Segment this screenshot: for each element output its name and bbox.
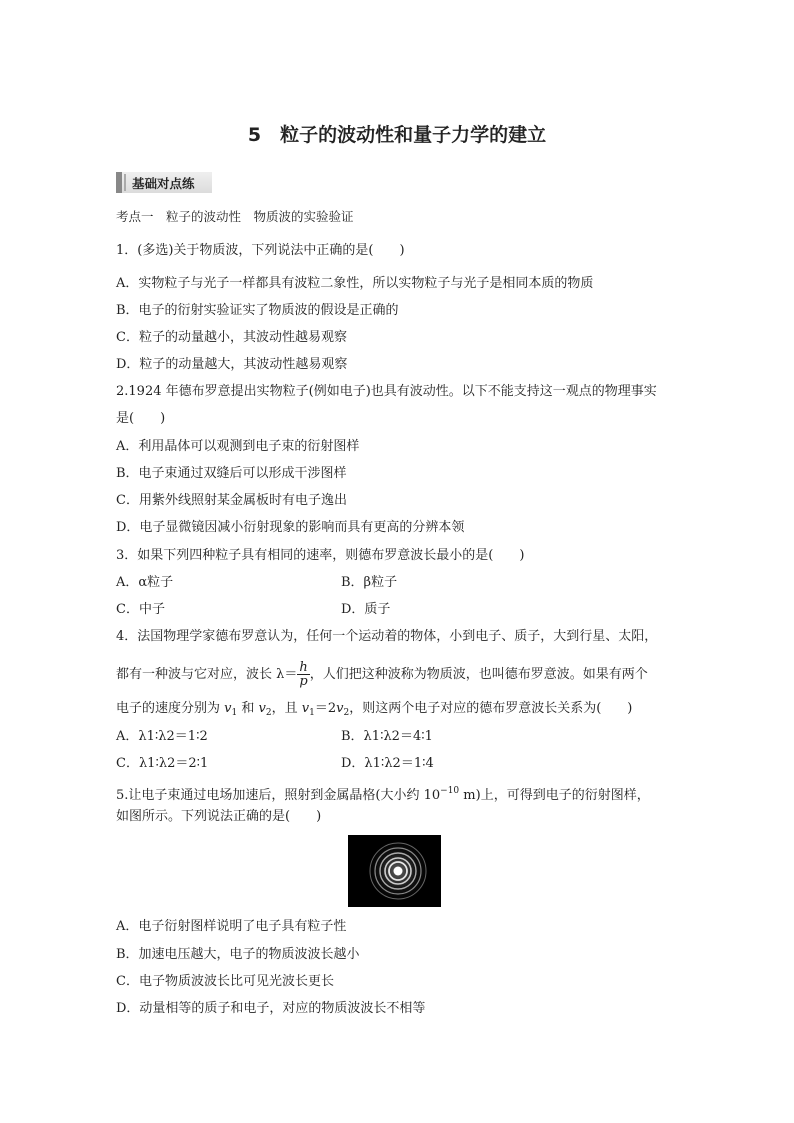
exponent: −10: [440, 786, 460, 796]
q5-line1-pre: 5.让电子束通过电场加速后，照射到金属晶格(大小约 10: [116, 788, 441, 803]
q3-stem: 3．如果下列四种粒子具有相同的速率，则德布罗意波长最小的是( ): [116, 548, 525, 563]
section-tag: [116, 172, 212, 193]
q4-cond: ，且: [271, 701, 302, 716]
q1-option-d: D．粒子的动量越大，其波动性越易观察: [116, 357, 348, 372]
q4-option-b: B．λ1∶λ2＝4∶1: [341, 729, 433, 744]
q2-option-a: A．利用晶体可以观测到电子束的衍射图样: [116, 439, 360, 454]
q5-option-d: D．动量相等的质子和电子，对应的物质波波长不相等: [116, 1001, 426, 1016]
q2-stem-line1: 2.1924 年德布罗意提出实物粒子(例如电子)也具有波动性。以下不能支持这一观点的物理事实: [116, 384, 657, 399]
electron-diffraction-image: [348, 835, 441, 907]
page-title: 5 粒子的波动性和量子力学的建立: [247, 124, 547, 146]
q3-option-d: D．质子: [341, 602, 391, 617]
q4-stem-line1: 4．法国物理学家德布罗意认为，任何一个运动着的物体，小到电子、质子，大到行星、太阳，: [116, 629, 658, 644]
q2-stem-line2: 是( ): [116, 411, 166, 426]
fraction-denominator: p: [299, 674, 308, 689]
q4-option-c: C．λ1∶λ2＝2∶1: [116, 756, 209, 771]
q1-option-c: C．粒子的动量越小，其波动性越易观察: [116, 330, 347, 345]
q5-stem-line2: 如图所示。下列说法正确的是( ): [116, 809, 322, 824]
subscript-1: 1: [309, 708, 315, 718]
q5-option-b: B．加速电压越大，电子的物质波波长越小: [116, 947, 360, 962]
q5-line1-post: m)上，可得到电子的衍射图样，: [459, 788, 650, 803]
q1-option-a: A．实物粒子与光子一样都具有波粒二象性，所以实物粒子与光子是相同本质的物质: [116, 276, 594, 291]
q5-option-a: A．电子衍射图样说明了电子具有粒子性: [116, 919, 347, 934]
q1-option-b: B．电子的衍射实验证实了物质波的假设是正确的: [116, 303, 399, 318]
subscript-2: 2: [343, 708, 350, 718]
diffraction-center: [394, 867, 403, 876]
q3-option-c: C．中子: [116, 602, 165, 617]
q5-stem-line1: [116, 782, 650, 805]
q4-and: 和: [237, 701, 259, 716]
q4-option-d: D．λ1∶λ2＝1∶4: [341, 756, 434, 771]
fraction-numerator: h: [299, 660, 308, 675]
velocity-symbol: v: [224, 701, 232, 716]
section-tag-bar: [124, 174, 126, 191]
velocity-symbol: v: [336, 701, 344, 716]
wavelength-fraction: [297, 661, 309, 688]
q4-stem-line3: [116, 700, 632, 722]
q2-option-d: D．电子显微镜因减小衍射现象的影响而具有更高的分辨本领: [116, 520, 465, 535]
q3-option-b: B．β粒子: [341, 575, 398, 590]
q5-option-c: C．电子物质波波长比可见光波长更长: [116, 974, 334, 989]
q4-option-a: A．λ1∶λ2＝1∶2: [116, 729, 208, 744]
q3-option-a: A．α粒子: [116, 575, 174, 590]
q4-line2-post: ，人们把这种波称为物质波，也叫德布罗意波。如果有两个: [309, 667, 648, 682]
q4-line3-post: ，则这两个电子对应的德布罗意波长关系为( ): [349, 701, 633, 716]
q2-option-c: C．用紫外线照射某金属板时有电子逸出: [116, 493, 347, 508]
velocity-symbol: v: [258, 701, 266, 716]
q4-equals-two: ＝2: [314, 701, 337, 716]
q4-line3-pre: 电子的速度分别为: [116, 701, 225, 716]
velocity-symbol: v: [301, 701, 310, 716]
subscript-2: 2: [265, 708, 272, 718]
section-tag-label: 基础对点练: [132, 176, 195, 191]
q4-stem-line2: [116, 661, 648, 688]
q4-line2-pre: 都有一种波与它对应，波长 λ＝: [116, 667, 298, 682]
q2-option-b: B．电子束通过双缝后可以形成干涉图样: [116, 466, 347, 481]
kaodian-heading: 考点一 粒子的波动性 物质波的实验验证: [116, 209, 354, 224]
q1-stem: 1．(多选)关于物质波，下列说法中正确的是( ): [116, 243, 405, 258]
subscript-1: 1: [231, 708, 238, 718]
